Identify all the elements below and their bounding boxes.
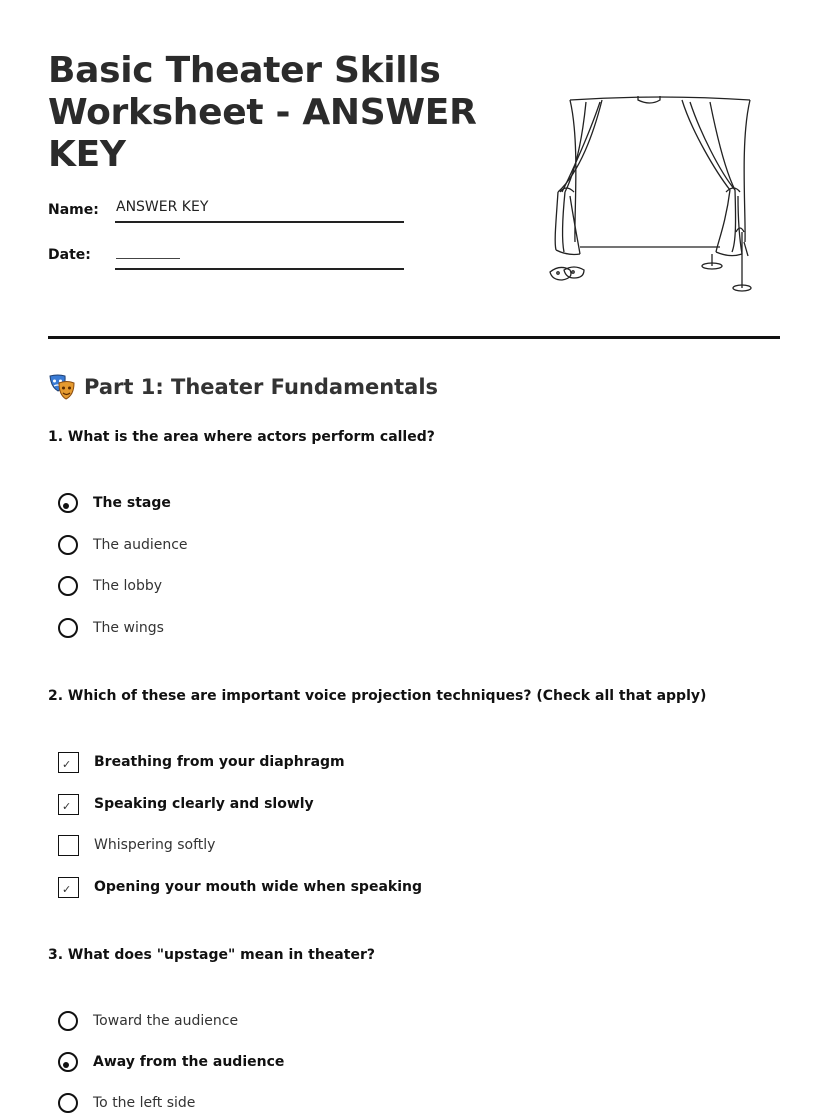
name-label: Name: [48,202,99,218]
date-label: Date: [48,247,91,263]
q3-option-3[interactable] [58,1091,195,1115]
radio-button-selected[interactable] [58,1052,78,1072]
option-label: The audience [93,537,188,553]
date-blank [116,246,180,259]
radio-button[interactable] [58,576,78,596]
radio-button[interactable] [58,535,78,555]
q1-option-3[interactable] [58,574,162,598]
q2-option-3[interactable] [58,833,215,857]
option-label: Toward the audience [93,1013,239,1029]
performing-arts-masks-icon [48,373,76,401]
option-label: Speaking clearly and slowly [94,796,314,812]
q1-option-4[interactable] [58,616,164,640]
q2-option-1[interactable] [58,750,345,774]
worksheet-title: Basic Theater Skills Worksheet - ANSWER KEY [48,50,477,175]
option-label: The lobby [93,578,163,594]
header-divider [48,336,780,339]
question-3: 3. What does "upstage" mean in theater? [48,947,375,963]
radio-button[interactable] [58,618,78,638]
q3-option-1[interactable] [58,1009,238,1033]
radio-button[interactable] [58,1093,78,1113]
radio-button[interactable] [58,1011,78,1031]
option-label: The stage [93,495,171,511]
option-label: Breathing from your diaphragm [94,754,345,770]
theater-stage-curtains-illustration [540,92,760,297]
radio-button-selected[interactable] [58,493,78,513]
q2-option-4[interactable] [58,875,422,899]
question-2: 2. Which of these are important voice projection techniques? (Check all that apply) [48,688,707,704]
q1-option-2[interactable] [58,533,188,557]
q1-option-1[interactable] [58,491,171,515]
name-field[interactable]: ANSWER KEY [115,199,404,223]
option-label: Whispering softly [94,837,216,853]
option-label: To the left side [93,1095,196,1111]
checkbox-checked[interactable]: ✓ [58,752,79,773]
question-1: 1. What is the area where actors perform called? [48,429,435,445]
option-label: The wings [93,620,164,636]
q2-option-2[interactable] [58,792,314,816]
checkbox[interactable] [58,835,79,856]
date-field[interactable] [115,246,404,270]
checkbox-checked[interactable]: ✓ [58,794,79,815]
section-title-text: Part 1: Theater Fundamentals [84,375,439,399]
option-label: Away from the audience [93,1054,285,1070]
option-label: Opening your mouth wide when speaking [94,879,422,895]
q3-option-2[interactable] [58,1050,284,1074]
section-title-part-1 [48,373,438,401]
checkbox-checked[interactable]: ✓ [58,877,79,898]
